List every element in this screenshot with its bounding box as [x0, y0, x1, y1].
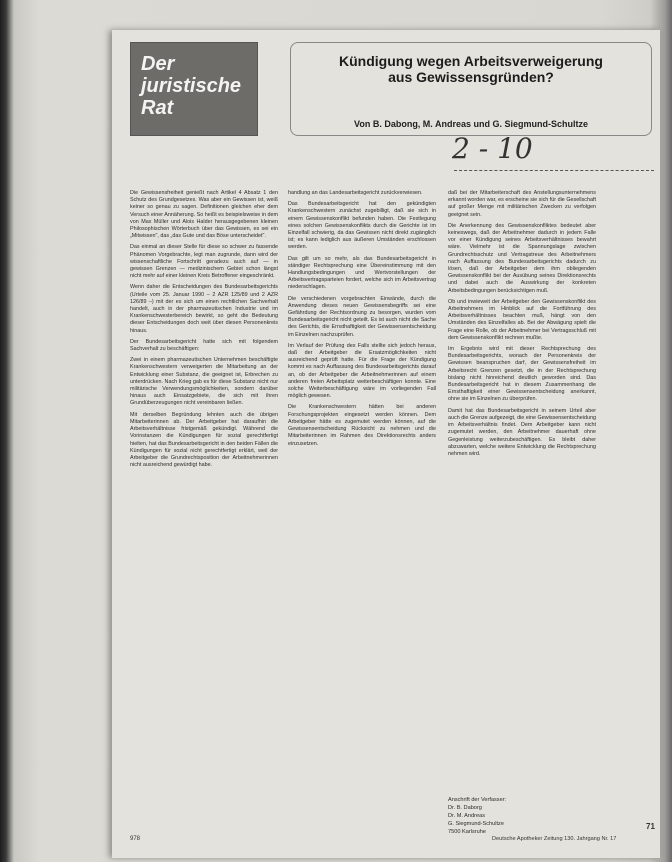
- paragraph: Im Verlauf der Prüfung des Falls stellte sich jedoch heraus, daß der Arbeitgeber die Ersatzmöglichkeiten nicht ausreichend geprüft hatte. Für die Frage der Kündigung kommt es nach Auffassung des Bundesarbeitsgerichts darauf an, ob der Arbeitgeber die Arbeitnehmerinnen auf einem anderen freien Arbeitsplatz weiterbeschäftigen konnte. Eine solche Weiterbeschäftigung wäre im vorliegenden Fall möglich gewesen.: [288, 342, 436, 400]
- section-header-line-2: juristische Rat: [141, 75, 242, 119]
- paragraph: Mit derselben Begründung lehnten auch die übrigen Mitarbeiterinnen ab. Der Arbeitgeber hat daraufhin die Arbeitsverhältnisse fristgemäß gekündigt. Während die Vorinstanzen die Kündigungen für sozial gerechtfertigt hielten, hat das Bundesarbeitsgericht in den beiden Fällen die Kündigungen für sozial nicht gerechtfertigt erklärt, weil der Arbeitgeber die Grundrechtsposition der Arbeitnehmerinnen nicht ausreichend gewürdigt habe.: [130, 411, 278, 469]
- article-title: [291, 53, 651, 85]
- paragraph: Das gilt um so mehr, als das Bundesarbeitsgericht in ständiger Rechtsprechung eine Übereinstimmung mit den Handlungsbedingungen und Wertvorstellungen der Arbeitsvertragsparteien fordert, welche sich im Arbeitsvertrag niederschlagen.: [288, 255, 436, 291]
- paragraph: Der Bundesarbeitsgericht hatte sich mit folgendem Sachverhalt zu beschäftigen:: [130, 338, 278, 353]
- paragraph: Die Krankenschwestern hätten bei anderen Forschungsprojekten eingesetzt werden können. Dem Arbeitgeber hätte es zugemutet werden können, auf die Gewissensentscheidung Rücksicht zu nehmen und die Mitarbeiterinnen im Rahmen des Direktionsrechts anders einzusetzen.: [288, 404, 436, 447]
- text-column-2: [288, 190, 436, 826]
- article-title-line-1: Kündigung wegen Arbeitsverweigerung: [339, 53, 603, 69]
- handwritten-stamp: 2 - 10: [452, 132, 533, 165]
- paragraph: Das Bundesarbeitsgericht hat den gekündigten Krankenschwestern zunächst zugebilligt, daß sie sich in einem Gewissenskonflikt befunden haben. Die Festlegung eines solchen Gewissenskonflikts durch die Gerichte ist im Einzelfall schwierig, da das Gewissen nicht direkt zugänglich ist; es kann lediglich aus äußeren Umständen erschlossen werden.: [288, 201, 436, 251]
- address-line: 7500 Karlsruhe: [448, 829, 486, 835]
- paragraph: Die Gewissensfreiheit genießt nach Artikel 4 Absatz 1 den Schutz des Grundgesetzes. Was aber ein Gewissen ist, weiß keiner so genau zu sagen. Definitionen gleichen eher dem Versuch einer Annäherung. So heißt es beispielsweise in dem von Max Müller und Alois Halder herausgegebenen kleinen Philosophischen Wörterbuch über das Gewissen, es sei ein „Mitwissen", das „das Gute und das Böse unterscheidet".: [130, 190, 278, 240]
- paragraph: Die verschiedenen vorgebrachten Einwände, durch die Anwendung dieses neuen Gewissensbegriffs sei eine Gefährdung der Rechtsordnung zu besorgen, wurden vom Bundesarbeitsgericht nicht geteilt. Es ist auch nicht die Sache des Gerichts, die Ernsthaftigkeit der Gewissensentscheidung im Einzelnen nachzuprüfen.: [288, 295, 436, 338]
- paragraph: Das einmal an dieser Stelle für diese so schwer zu fassende Phänomen Vorgebrachte, legt man zugrunde, dann wird der wissenschaftliche Fortschritt geradezu auch auf — in gewissen Grenzen — medizinischem Gebiet schon längst nicht mehr auf einer kleinen Kreis Betroffener eingeschränkt.: [130, 244, 278, 280]
- article-title-box: [290, 42, 652, 136]
- stamp-divider: [454, 170, 654, 172]
- address-line: Dr. B. Daborg: [448, 805, 482, 811]
- document-page: [112, 30, 660, 858]
- paragraph: Die Anerkennung des Gewissenskonfliktes bedeutet aber keineswegs, daß der Arbeitnehmer dadurch in jedem Falle vor einer Kündigung seines Arbeitsverhältnisses bewahrt wäre. Vielmehr ist die Spannungslage zwischen Grundrechtsschutz und Vertragstreue des Arbeitnehmers nach Auffassung des Bundesarbeitsgerichts dadurch zu lösen, daß der Arbeitgeber dem ihm obliegenden Gewissenskonflikt bei der Ausübung seines Direktionsrechts und dabei auch die Auswirkung der konkreten Arbeitsbedingungen berücksichtigen muß.: [448, 222, 596, 294]
- paragraph: Wenn daher die Entscheidungen des Bundesarbeitsgerichts (Urteile vom 25. Januar 1990 – 2 AZR 125/89 und 2 AZR 126/89 –) mit der es sich um einen rechtlichen Sachverhalt handelt, auch in der pharmazeutischen Industrie und im Krankenschwesterbereich bewirkt, so geht die Bedeutung dieser Entscheidungen doch weit über diesen Personenkreis hinaus.: [130, 284, 278, 334]
- text-column-1: [130, 190, 278, 822]
- paragraph: Zwei in einem pharmazeutischen Unternehmen beschäftigte Krankenschwestern verweigerten die Mitarbeitung an der Entwicklung einer Substanz, die geeignet ist, Erbrechen zu unterdrücken. Nach Krieg gab es für diese Substanz nicht nur militärische Verwendungsmöglichkeiten, sondern darüber hinaus auch Einsatzgebiete, die sich mit ihren Grundüberzeugungen nicht vereinbaren ließen.: [130, 357, 278, 407]
- paragraph: Ob und inwieweit der Arbeitgeber den Gewissenskonflikt des Arbeitnehmers im Hinblick auf die Fortführung des Arbeitsverhältnisses beachten muß, hängt von den Umständen des Einzelfalles ab. Bei der Abwägung spielt die Frage eine Rolle, ob der Arbeitnehmer bei Vertragsschluß mit dem Gewissenskonflikt rechnen mußte.: [448, 298, 596, 341]
- address-heading: Anschrift der Verfasser:: [448, 797, 507, 803]
- paragraph: handlung an das Landesarbeitsgericht zurückverwiesen.: [288, 190, 423, 196]
- paragraph: Damit hat das Bundesarbeitsgericht in seinem Urteil aber auch die Grenze aufgezeigt, die eine Gewissensentscheidung im Arbeitsverhältnis findet. Dem Arbeitgeber kann nicht zugemutet werden, den Arbeitnehmer dauerhaft ohne Gegenleistung weiterzubeschäftigen. Es bleibt daher abzuwarten, welche weitere Entwicklung die Rechtsprechung nehmen wird.: [448, 407, 596, 457]
- article-title-line-2: aus Gewissensgründen?: [388, 69, 554, 85]
- section-header-line-1: Der: [141, 53, 175, 75]
- address-line: Dr. M. Andreas: [448, 813, 485, 819]
- paragraph: daß bei der Mitarbeiterschaft des Anstellungsunternehmens erkannt worden war, es erscheine sie sich für die Gesellschaft auf großer Menge mit militärischen Zwecken zu verfolgen geeignet sein.: [448, 190, 596, 218]
- text-column-3: [448, 190, 596, 750]
- author-address: [448, 796, 598, 836]
- article-byline: Von B. Dabong, M. Andreas und G. Siegmund-Schultze: [353, 119, 588, 129]
- page-marker: 71: [646, 822, 655, 831]
- page-number: 978: [130, 836, 141, 842]
- address-line: G. Siegmund-Schultze: [448, 821, 504, 827]
- section-header-box: [130, 42, 258, 136]
- paragraph: Im Ergebnis wird mit dieser Rechtsprechung des Bundesarbeitsgerichts, wonach der Personenkreis der Gewissen beanspruchen darf, der Gewissensfreiheit im Arbeitsrecht Grenzen gesetzt, die in der Rechtsprechung bislang nicht hinreichend deutlich geworden sind. Das Bundesarbeitsgericht hat in diesem Zusammenhang die Ernsthaftigkeit einer Gewissensentscheidung anerkannt, ohne sie im Einzelnen zu überprüfen.: [448, 346, 596, 403]
- publication-footer: Deutsche Apotheker Zeitung 130. Jahrgang Nr. 17: [492, 836, 617, 842]
